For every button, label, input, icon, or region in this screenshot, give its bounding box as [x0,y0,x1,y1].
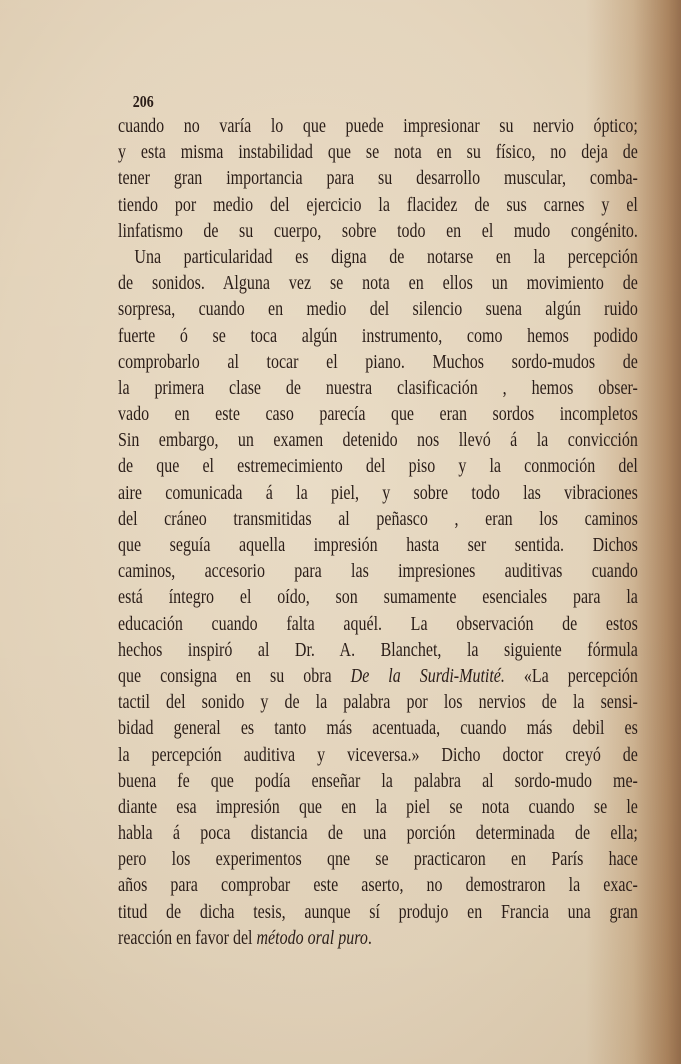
text-line: buena fe que podía enseñar la palabra al sordo-mudo me- [118,770,638,792]
text-lines [118,114,638,952]
text-line: aire comunicada á la piel, y sobre todo las vibraciones [118,482,638,504]
italic-text: De la Surdi-Mutité. [350,665,505,687]
text-line: educación cuando falta aquél. La observación de estos [118,613,638,635]
text-line: tiendo por medio del ejercicio la flacidez de sus carnes y el [118,194,638,216]
text-line: fuerte ó se toca algún instrumento, como hemos podido [118,325,638,347]
text-line: de sonidos. Alguna vez se nota en ellos un movimiento de [118,273,638,295]
text-line: y esta misma instabilidad que se nota en su físico, no deja de [118,142,638,164]
text-line: que consigna en su obra De la Surdi-Mutité. «La percepción [118,665,638,687]
text-line: del cráneo transmitidas al peñasco , eran los caminos [118,508,638,530]
text-line: reacción en favor del método oral puro. [118,927,372,949]
text-line: habla á poca distancia de una porción determinada de ella; [118,823,638,845]
text-line: linfatismo de su cuerpo, sobre todo en el mudo congénito. [118,220,638,242]
italic-text: método oral puro [256,927,368,949]
text-line: titud de dicha tesis, aunque sí produjo en Francia una gran [118,901,638,923]
text-line: la percepción auditiva y viceversa.» Dicho doctor creyó de [118,744,638,766]
text-line: está íntegro el oído, son sumamente esenciales para la [118,587,638,609]
text-line: sorpresa, cuando en medio del silencio suena algún ruido [118,299,638,321]
text-line: que seguía aquella impresión hasta ser sentida. Dichos [118,535,638,556]
text-line: tactil del sonido y de la palabra por los nervios de la sensi- [118,692,638,714]
text-line: Sin embargo, un examen detenido nos llevó á la convicción [118,430,638,452]
text-line: cuando no varía lo que puede impresionar su nervio óptico; [118,116,638,137]
text-line: vado en este caso parecía que eran sordos incompletos [118,404,638,426]
text-line: la primera clase de nuestra clasificación , hemos obser- [118,377,638,399]
text-line: tener gran importancia para su desarrollo muscular, comba- [118,168,638,190]
text-line: caminos, accesorio para las impresiones auditivas cuando [118,561,638,583]
text-line: pero los experimentos qne se practicaron en París hace [118,849,638,871]
text-line: de que el estremecimiento del piso y la conmoción del [118,456,638,478]
page-number: 206 [132,92,154,111]
text-line: diante esa impresión que en la piel se nota cuando se le [118,796,638,818]
page-body [118,92,638,952]
text-line: bidad general es tanto más acentuada, cuando más debil es [118,718,638,740]
text-line: años para comprobar este aserto, no demostraron la exac- [118,875,638,897]
text-line: hechos inspiró al Dr. A. Blanchet, la siguiente fórmula [118,639,638,661]
text-line: comprobarlo al tocar el piano. Muchos sordo-mudos de [118,351,638,373]
text-line: Una particularidad es digna de notarse en la percepción [134,246,638,268]
